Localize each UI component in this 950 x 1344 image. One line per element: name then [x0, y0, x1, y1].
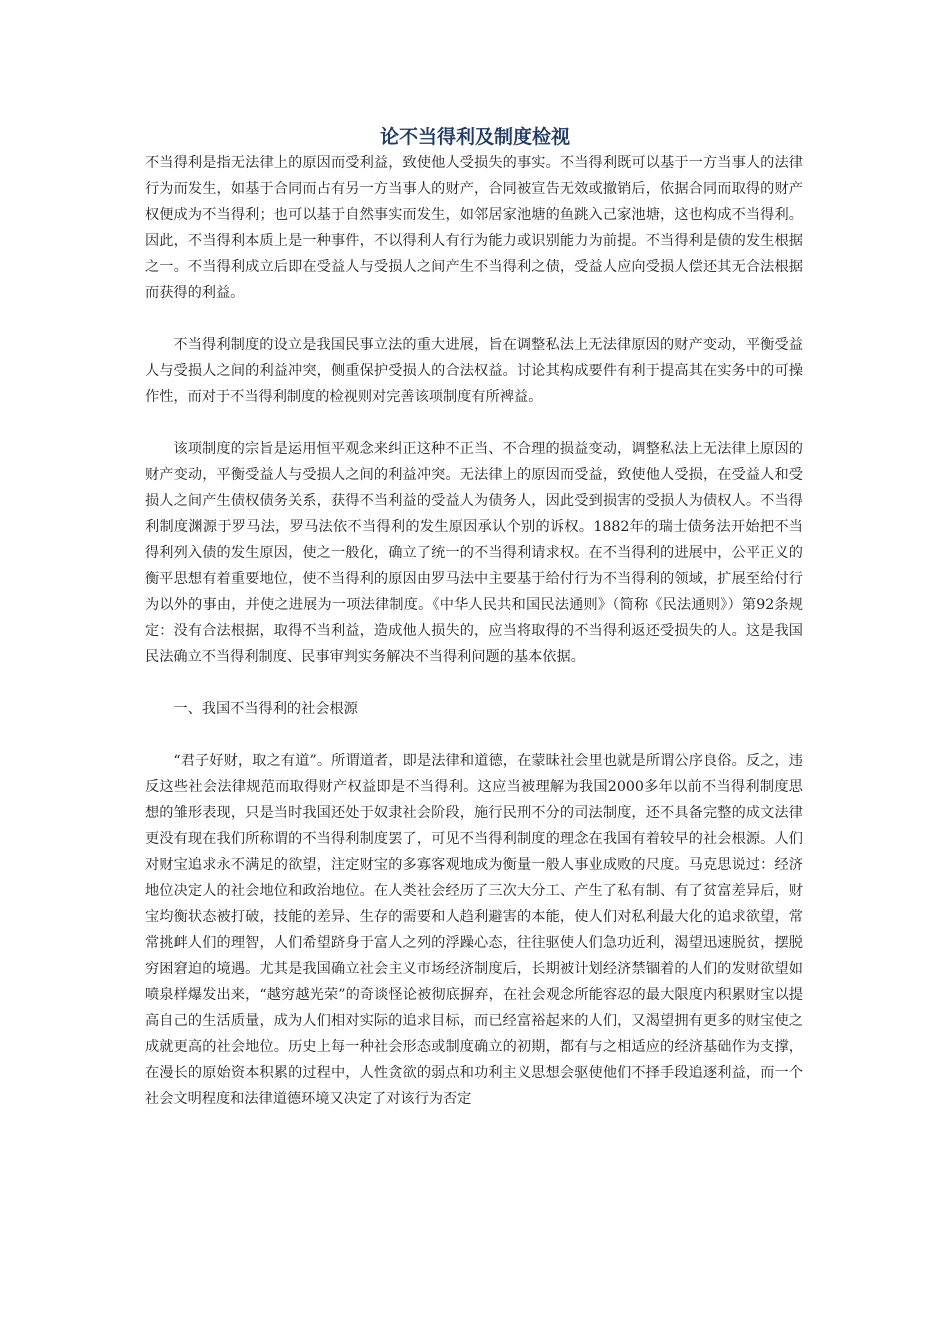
paragraph-history: 该项制度的宗旨是运用恒平观念来纠正这种不正当、不合理的损益变动，调整私法上无法律上原因的财产变动，平衡受益人与受损人之间的利益冲突。无法律上的原因而受益，致使他人受损，在受益人和受损人之间产生债权债务关系，获得不当利益的受益人为债务人，因此受到损害的受损人为债权人。不当得利制度渊源于罗马法，罗马法依不当得利的发生原因承认个别的诉权。1882年的瑞士债务法开始把不当得利列入债的发生原因，使之一般化，确立了统一的不当得利请求权。在不当得利的进展中，公平正义的衡平思想有着重要地位，使不当得利的原因由罗马法中主要基于给付行为不当得利的领域，扩展至给付行为以外的事由，并使之进展为一项法律制度。《中华人民共和国民法通则》（简称《民法通则》）第92条规定：没有合法根据，取得不当利益，造成他人损失的，应当将取得的不当得利返还受损失的人。这是我国民法确立不当得利制度、民事审判实务解决不当得利问题的基本依据。 [145, 441, 803, 665]
paragraph-purpose: 不当得利制度的设立是我国民事立法的重大进展，旨在调整私法上无法律原因的财产变动，平衡受益人与受损人之间的利益冲突，侧重保护受损人的合法权益。讨论其构成要件有利于提高其在实务中的可操作性，而对于不当得利制度的检视则对完善该项制度有所裨益。 [145, 337, 803, 405]
paragraph-social-roots: “君子好财，取之有道”。所谓道者，即是法律和道德，在蒙昧社会里也就是所谓公序良俗。反之，违反这些社会法律规范而取得财产权益即是不当得利。这应当被理解为我国2000多年以前不当得利制度思想的雏形表现，只是当时我国还处于奴隶社会阶段，施行民刑不分的司法制度，还不具备完整的成文法律更没有现在我们所称谓的不当得利制度罢了，可见不当得利制度的理念在我国有着较早的社会根源。人们对财宝追求永不满足的欲望，注定财宝的多寡客观地成为衡量一般人事业成败的尺度。马克思说过：经济地位决定人的社会地位和政治地位。在人类社会经历了三次大分工、产生了私有制、有了贫富差异后，财宝均衡状态被打破，技能的差异、生存的需要和人趋利避害的本能，使人们对私利最大化的追求欲望，常常挑衅人们的理智，人们希望跻身于富人之列的浮躁心态，往往驱使人们急功近利，渴望迅速脱贫，摆脱穷困窘迫的境遇。尤其是我国确立社会主义市场经济制度后，长期被计划经济禁锢着的人们的发财欲望如喷泉样爆发出来，“越穷越光荣”的奇谈怪论被彻底摒弃，在社会观念所能容忍的最大限度内积累财宝以提高自己的生活质量，成为人们相对实际的追求目标，而已经富裕起来的人们，又渴望拥有更多的财宝使之成就更高的社会地位。历史上每一种社会形态或制度确立的初期，都有与之相适应的经济基础作为支撑，在漫长的原始资本积累的过程中，人性贪欲的弱点和功利主义思想会驱使他们不择手段追逐利益，而一个社会文明程度和法律道德环境又决定了对该行为否定 [145, 753, 803, 1107]
section-heading: 一、我国不当得利的社会根源 [173, 701, 358, 717]
document-body [145, 150, 803, 1138]
paragraph-definition: 不当得利是指无法律上的原因而受利益，致使他人受损失的事实。不当得利既可以基于一方当事人的法律行为而发生，如基于合同而占有另一方当事人的财产，合同被宣告无效或撤销后，依据合同而取得的财产权便成为不当得利；也可以基于自然事实而发生，如邻居家池塘的鱼跳入己家池塘，这也构成不当得利。因此，不当得利本质上是一种事件，不以得利人有行为能力或识别能力为前提。不当得利是债的发生根据之一。不当得利成立后即在受益人与受损人之间产生不当得利之债，受益人应向受损人偿还其无合法根据而获得的利益。 [145, 155, 803, 301]
document-title: 论不当得利及制度检视 [379, 126, 570, 148]
